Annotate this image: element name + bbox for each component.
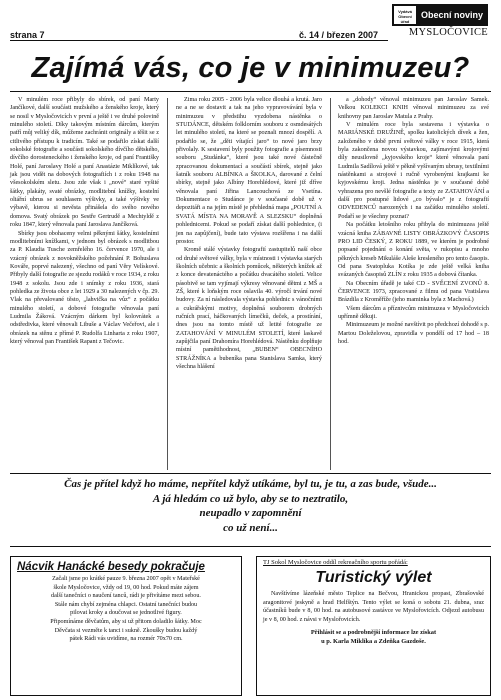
article-column-3 [338, 96, 489, 346]
text-line: Přihlásit se a podrobnější informace lze získat [310, 629, 437, 637]
article-column-1 [10, 96, 159, 346]
paragraph: Všem dárcům a příznivcům minimuzea v Mysločovicích upřímně děkuji. [338, 305, 489, 320]
text-line: pátek Rádi vás uvidíme, na rozmér 70x70 cm. [69, 636, 183, 643]
issue-number: č. 14 / březen 2007 [298, 29, 378, 40]
paragraph: V minulém roce byla sestavena i výstavka o MARIÁNSKÉ DRUŽINĚ, spolku katolických dívek a žen, založeného v době první světové války v roce 1915, která byla zakončena novou výstavkou, zajímavými krojovými díly neusilovně „kyjovského kroje“ které věnovala paní Ludmila Sadílová ještě v pěkně vyšívaným ubrusy, textilními nástěnkami a strojové i ručně vyrobenými krajkami ke kyjovskému kroji. Jedna nástěnka je v současné době vyhrazena pro nevšlé fotografie a texty ze ZATAHOVÁNÍ a další pro postupné lidové „co bývalo“ je z fotografií ODVEDENCŮ narozených i na začátku minulého století. Podaří se je všechny poznat? [338, 122, 489, 220]
trip-description: Navštívíme lázeňské město Teplice na Bečvou, Hranickou propast, Zbrašovské aragonitové jeskyně a hrad Helfštýn. Tento výlet se koná o sobotu 21. dubna, sraz účastníků bude v 8, 00 hod. na autobusové zastávce ve Myslořovicích. Odjezd autobusu je v 8, 00 hod. z návsi v Myslořovicích. [263, 591, 484, 623]
text-line: Začali jsme po krátké pauze 9. března 2007 opět v Mateřské [52, 576, 200, 582]
article-title: Zajímá vás, co je v minimuzeu? [10, 52, 491, 92]
trip-organizer: TJ Sokol Mysločovice oddíl rekreačního sportu pořádá: [263, 559, 408, 566]
masthead-logo: MYSLOČOVICE [408, 27, 488, 38]
masthead-tag [392, 4, 488, 26]
poem-line: A já hledám co už bylo, aby se to neztratilo, [152, 492, 349, 505]
text-line: pilovat kroky a doučovat se jednotlivé figury. [70, 610, 182, 617]
paragraph: a „dohody“ věnoval minimuzeu pan Jaroslav Samek. Velkou KOLEKCI KNIH věnoval minimuzeu za své knihovny pan Jaroslav Matula z Prahy. [338, 97, 489, 120]
text-line: Stále nám chybí zejména chlapci. Ostatní tanečníci budou [54, 601, 198, 608]
article-column-2 [176, 96, 322, 371]
trip-announcement-box [256, 556, 491, 696]
dance-practice-box [10, 556, 242, 696]
paragraph: Zima roku 2005 - 2006 byla velice dlouhá a krutá. Jaro ne a ne se dostavit a tak na jeho vypravovávání byla v minimuzeu v předstihu vyzdobena nástěnka o STUDÁNCE, dětském folklorním souboru z osmdesátých let minulého století, na které se poznali mnozí dospělí. A podařilo se, že „děti vítající jaro“ to nové jaro brzy přivolaly. K sestavení byly použity fotografie a písemnosti souboru „Studánka“, které jsou také nové částečně zpracovanou dokumentací a součástí sbírek, stejně jako šatník souboru ALBÍNKA a ŠKOLKA, darované z čelní sbírky, stejně jako Albíny Horehlédové, které již dříve věnovala paní Jiřina Lancouchová ze Vsetína. Dokumentace o Studánce je v současné době už v depozitáři a na jejím místě je přehledná mapa „POUTNÍ A SVATÁ MÍSTA NA MORAVĚ A SLEZSKU“ doplněná pohlednicemi. Pokud se podaří získat další pohlednice, (i jen na zapůjčení), bude tato výstava rozšířena i na další prostor. [176, 97, 322, 245]
poem-line: co už není... [223, 521, 278, 534]
trip-title: Turistický výlet [315, 569, 432, 586]
paragraph: Sbírky jsou obohaceny velmi pěknými šátky, kostelními modlitebními knížkami, v jednom byl obrázek s modlitbou za P. Klaudia Tusche zemřelého 16. července 1970, ale i vzácný obrázek z novokněžského požehnání P. Bohuslava Kováře, poprvé nalezený, všechno od paní Věry Velískové. Přibyly další fotografie ze sjezdu rodáků v roce 1934, z roku 1948 z sokolu. Jsou zde i snímky z roku 1936, stará pohledka ze života obce z let 1929 a 30 nalezených v čp. 29. Vlak na převalované těsto, „lahvička na vůz“ z počátku minulého století, a dobové fotografie věnovala paní Ludmila Žáková. Vzácným dárkem byl kolovrátek a odstředivka, které věnovali Libuše a Václav Večeřovi, ale i obrázek na stěnu z přímé P. Rudolfa Linharta z roku 1907, který věnoval pan František Rapant z Tečovic. [10, 230, 159, 345]
dance-practice-body [17, 575, 235, 644]
text-line: Děvčata si vezměte k tanci i sukně. Zkoušky budou každý [54, 627, 198, 634]
masthead-small-label: Vydává Obecní úřad [394, 6, 416, 24]
text-line: Připomínáme děvčatům, aby si už přitom doladilo šátky. Moc [50, 618, 202, 625]
paragraph: Na počátku letošního roku přibyla do minimuzea ještě vzácná kniha ZÁBAVNÉ LISTY OBRÁZKOVÝ ČASOPIS PRO LID ČESKÝ, Z ROKU 1889, ve kterém je podrobné popsané pojednání o konání světa, v rukopisu a mnoho pěkných kreseb Mikuláše Aleše kresleného pro tento časopis. Od pana Svatopluka Kotíka je zde ještě velká kniha svázaných časopisů ZLÍN z roku 1935 a dobová čítanka. [338, 222, 489, 279]
text-line: škole Mysločovice, vždy od 19, 00 hod. Pokud máte zájem [53, 584, 199, 591]
column-divider [330, 98, 331, 470]
paragraph: Na Obecním úřadě je také CD - SVĚCENÍ ZVONŮ 8. ČERVENCE 1973, zpracované z filmu od pana Vratislava Brázdila z Kroměříže (jeho maminka byla z Machová.) [338, 280, 489, 304]
page-number: strana 7 [10, 29, 45, 40]
trip-contact [263, 629, 484, 646]
poem-line: neupadlo v zapomnění [199, 507, 302, 519]
dance-practice-title: Nácvik Hanácké besedy pokračuje [17, 561, 205, 573]
text-line: u p. Karla Miklíka a Zdeňka Gazdoše. [321, 637, 426, 645]
paragraph: V minulém roce přibyly do sbírek, od paní Marty Jančíkové, další součásti mužského a ženského kroje, který se nosil v Mysločovicích v první a ještě i ve druhé polovině minulého století. Díky takovým místním dárcům, kterým patří můj veliký dík, můžeme zachránit originály a těšit se z citlivého přístupu k tradicím. Také se podařilo získat další sokolské fotografie a součásti sokolského dívčího dětského, dívčího dorosteneckého i ženského kroje, od paní Františky Holé, paní Jaroslavy Holé a paní Anastázie Miklíkové, tak jak jsou vidět na dobových fotografiích i z roku 1948 na všesokolském sletu. Jsou zde však i „nové“ staré vyšité šátky, plakáty, svaté obrázky, modlitební knížky, kostelní oltářní ubrus se souhlasem výšivky, a také výšivky ve výbavě, kterou si nevěsta přinášela do svého nového domova. Svatý obrázek po Sestře Gertrudě a Mechtyldě z roku 1847, který věnovala paní Jaroslava Jančíková. [10, 97, 159, 229]
poem-quote [10, 473, 491, 547]
paragraph: Minimuzeum je možné navštívit po předchozí dohodě s p. Martou Doleželovou, zpravidla v pondělí od 17 hod – 18 hod. [338, 322, 489, 345]
column-divider [167, 98, 168, 470]
text-line: další tanečníci o naučení tanců, rádi je přivítáme mezi sebou. [51, 593, 201, 600]
paragraph: Kromě stálé výstavky fotografií zastupitelů naší obce od druhé světové války, byla v místnosti i výstavka starých školních učebnic a školních pomůcek, některých knížek až z konce devatenáctého a počátku dvacátého století. Velice pásobivě se tam vyjímají výkresy věnované dětmi z MŠ a ZŠ, které k loňským roce oslavila 40. výročí trvání nové budovy. Za ní následovala výstavka pohlednic s vánočními a cukrářskými motivy, doplněná souborem drobných ručních prací, háčkovaných límečků, deček, a prostírání, dnes jsou na tomto místě už letité fotografie ze ZATAHOVÁNÍ V MINULÉM STOLETÍ, které laskavě zapůjčila paní Drahomíra Horehlédová. Nástěnku doplňuje místní pamětihodnost, „BUBEN“ OBECNÍHO STRÁŽNÍKA a bubeníka pana Stanislava Samka, který všechna hlášení [176, 247, 322, 370]
page-header [10, 31, 388, 41]
masthead-title: Obecní noviny [420, 10, 483, 20]
poem-line: Čas je přítel když ho máme, nepřítel když utíkáme, byl tu, je tu, a zas bude, všude... [64, 478, 437, 490]
